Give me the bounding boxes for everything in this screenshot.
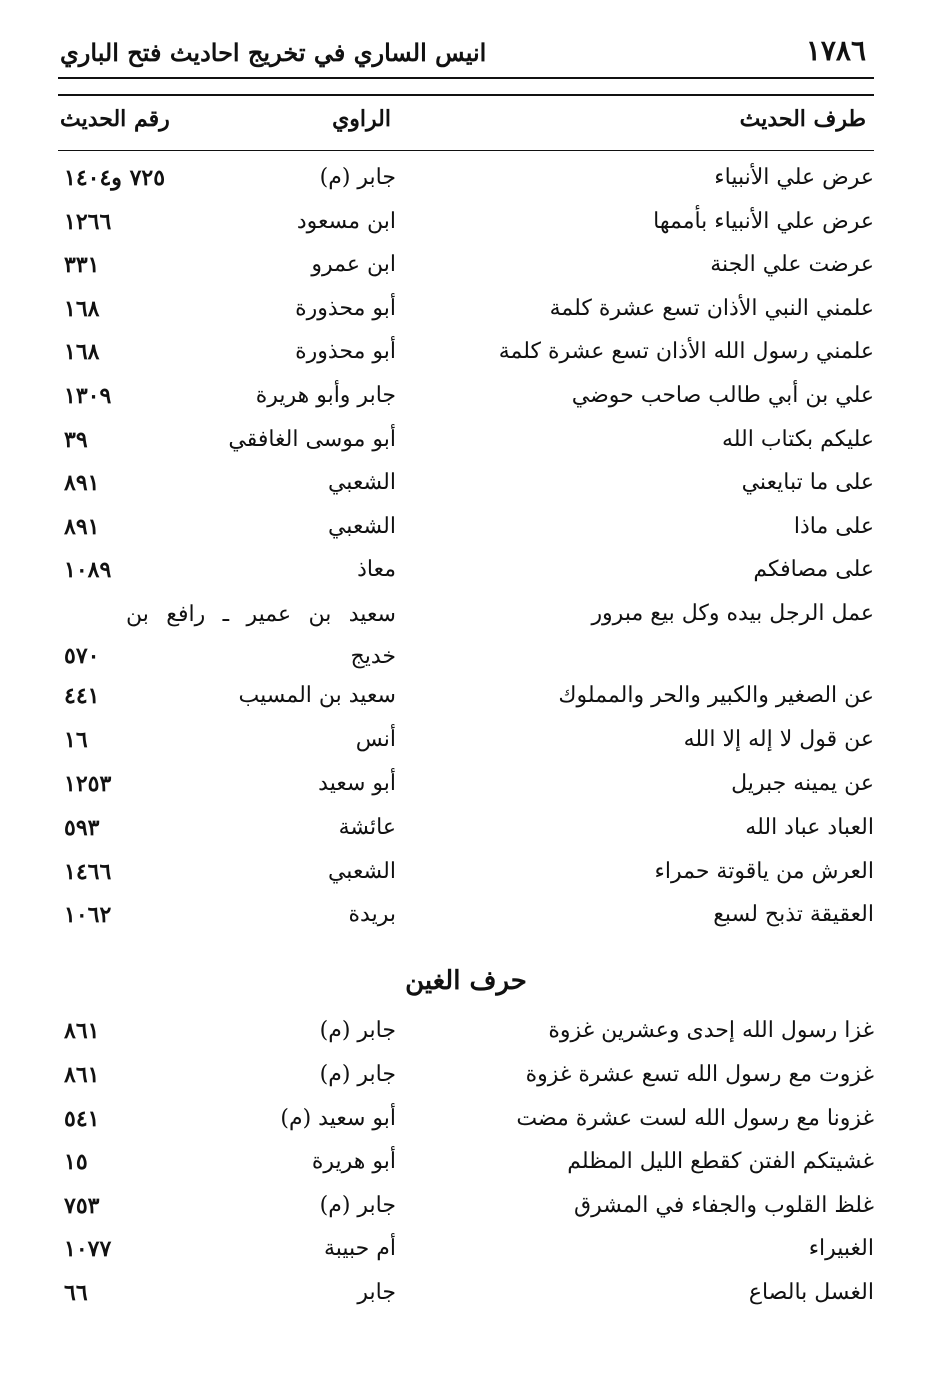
hadith-rawi: الشعبي xyxy=(327,470,396,495)
hadith-rawi: أبو سعيد xyxy=(318,771,396,796)
hadith-rawi: جابر وأبو هريرة xyxy=(255,383,396,408)
hadith-rawi: أبو سعيد (م) xyxy=(280,1106,396,1131)
hadith-tarf: على ماذا xyxy=(793,514,874,539)
hadith-tarf: العقيقة تذبح لسبع xyxy=(713,902,874,927)
column-header-rule xyxy=(58,150,874,151)
hadith-tarf: علي بن أبي طالب صاحب حوضي xyxy=(571,383,874,408)
hadith-rawi: سعيد بن المسيب xyxy=(238,683,396,708)
table-row xyxy=(58,676,874,720)
table-row xyxy=(58,289,874,333)
hadith-tarf: غلظ القلوب والجفاء في المشرق xyxy=(574,1193,874,1218)
hadith-rawi: أبو محذورة xyxy=(295,339,396,364)
hadith-number: ١٦٨ xyxy=(64,296,100,322)
hadith-rawi: بريدة xyxy=(348,902,396,927)
hadith-rawi: جابر xyxy=(357,1280,396,1305)
hadith-rawi: عائشة xyxy=(338,815,396,840)
hadith-tarf: عليكم بكتاب الله xyxy=(721,427,874,452)
table-row xyxy=(58,764,874,808)
table-row xyxy=(58,550,874,594)
hadith-rawi: جابر (م) xyxy=(319,1018,396,1043)
hadith-tarf: عرضت علي الجنة xyxy=(710,252,874,277)
hadith-number: ١٦ xyxy=(64,727,88,753)
hadith-tarf: عرض علي الأنبياء بأممها xyxy=(653,209,874,234)
column-header-raqm: رقم الحديث xyxy=(60,106,170,132)
hadith-tarf: علمني النبي الأذان تسع عشرة كلمة xyxy=(549,296,874,321)
header-rule xyxy=(58,77,874,79)
hadith-tarf: الغسل بالصاع xyxy=(748,1280,874,1305)
table-row xyxy=(58,420,874,464)
table-row xyxy=(58,1099,874,1143)
column-header-rawi: الراوي xyxy=(332,106,391,132)
hadith-rawi: جابر (م) xyxy=(319,165,396,190)
hadith-number: ٥٤١ xyxy=(64,1106,100,1132)
table-row xyxy=(58,1273,874,1317)
hadith-rawi: جابر (م) xyxy=(319,1193,396,1218)
table-row xyxy=(58,376,874,420)
running-header-title: انيس الساري في تخريج احاديث فتح الباري xyxy=(60,38,487,67)
hadith-rawi: أنس xyxy=(355,727,396,752)
hadith-tarf: عرض علي الأنبياء xyxy=(714,165,874,190)
hadith-number: ٤٤١ xyxy=(64,683,100,709)
hadith-rawi: ابن عمرو xyxy=(311,252,396,277)
hadith-number: ٨٦١ xyxy=(64,1062,100,1088)
section-heading: حرف الغين xyxy=(405,966,527,996)
hadith-number: ١٢٦٦ xyxy=(64,209,112,235)
hadith-number: ١٦٨ xyxy=(64,339,100,365)
table-row xyxy=(58,1229,874,1273)
hadith-number: ١٠٧٧ xyxy=(64,1236,112,1262)
hadith-number: ٧٢٥ و١٤٠٤ xyxy=(64,165,166,191)
hadith-tarf: الغبيراء xyxy=(808,1236,874,1261)
hadith-number: ٣٩ xyxy=(64,427,88,453)
table-row xyxy=(58,808,874,852)
hadith-rawi: أبو موسى الغافقي xyxy=(228,427,396,452)
hadith-number: ١٠٨٩ xyxy=(64,557,112,583)
hadith-rawi: جابر (م) xyxy=(319,1062,396,1087)
table-row xyxy=(58,895,874,939)
hadith-number: ١٠٦٢ xyxy=(64,902,112,928)
hadith-tarf: غزا رسول الله إحدى وعشرين غزوة xyxy=(548,1018,874,1043)
hadith-tarf: العرش من ياقوتة حمراء xyxy=(654,859,874,884)
table-row xyxy=(58,852,874,896)
hadith-tarf: غشيتكم الفتن كقطع الليل المظلم xyxy=(567,1149,874,1174)
hadith-number: ١٤٦٦ xyxy=(64,859,112,885)
table-row xyxy=(58,463,874,507)
hadith-number: ١٢٥٣ xyxy=(64,771,112,797)
hadith-number: ١٥ xyxy=(64,1149,88,1175)
hadith-tarf: غزوت مع رسول الله تسع عشرة غزوة xyxy=(525,1062,874,1087)
hadith-rawi: أم حبيبة xyxy=(323,1236,396,1261)
table-row xyxy=(58,507,874,551)
hadith-number: ١٣٠٩ xyxy=(64,383,112,409)
table-row xyxy=(58,720,874,764)
hadith-number: ٨٩١ xyxy=(64,514,100,540)
hadith-rawi: سعيد بن عمير ـ رافع بن خديج xyxy=(126,602,396,669)
table-row xyxy=(58,202,874,246)
hadith-tarf: على ما تبايعني xyxy=(741,470,874,495)
hadith-rawi: معاذ xyxy=(357,557,396,582)
hadith-tarf: العباد عباد الله xyxy=(745,815,874,840)
hadith-number: ٨٩١ xyxy=(64,470,100,496)
table-row xyxy=(58,245,874,289)
hadith-tarf: عن قول لا إله إلا الله xyxy=(683,727,874,752)
hadith-tarf: عن الصغير والكبير والحر والمملوك xyxy=(558,683,874,708)
table-row xyxy=(58,594,874,678)
hadith-rawi: ابن مسعود xyxy=(296,209,396,234)
hadith-tarf: علمني رسول الله الأذان تسع عشرة كلمة xyxy=(498,339,874,364)
hadith-rawi: أبو محذورة xyxy=(295,296,396,321)
table-row xyxy=(58,1055,874,1099)
hadith-number: ٥٧٠ xyxy=(64,643,100,669)
hadith-rawi: أبو هريرة xyxy=(311,1149,396,1174)
hadith-rawi: الشعبي xyxy=(327,859,396,884)
column-header-tarf: طرف الحديث xyxy=(739,106,866,132)
hadith-tarf: غزونا مع رسول الله لست عشرة مضت xyxy=(516,1106,874,1131)
hadith-tarf: على مصافكم xyxy=(753,557,874,582)
table-row xyxy=(58,158,874,202)
hadith-number: ٨٦١ xyxy=(64,1018,100,1044)
page-number: ١٧٨٦ xyxy=(805,34,866,67)
table-top-rule xyxy=(58,94,874,96)
hadith-number: ٧٥٣ xyxy=(64,1193,100,1219)
hadith-number: ٦٦ xyxy=(64,1280,88,1306)
table-row xyxy=(58,332,874,376)
hadith-number: ٥٩٣ xyxy=(64,815,100,841)
hadith-rawi: الشعبي xyxy=(327,514,396,539)
hadith-tarf: عن يمينه جبريل xyxy=(731,771,874,796)
table-row xyxy=(58,1186,874,1230)
table-row xyxy=(58,1142,874,1186)
hadith-tarf: عمل الرجل بيده وكل بيع مبرور xyxy=(591,601,874,626)
table-row xyxy=(58,1011,874,1055)
hadith-number: ٣٣١ xyxy=(64,252,100,278)
